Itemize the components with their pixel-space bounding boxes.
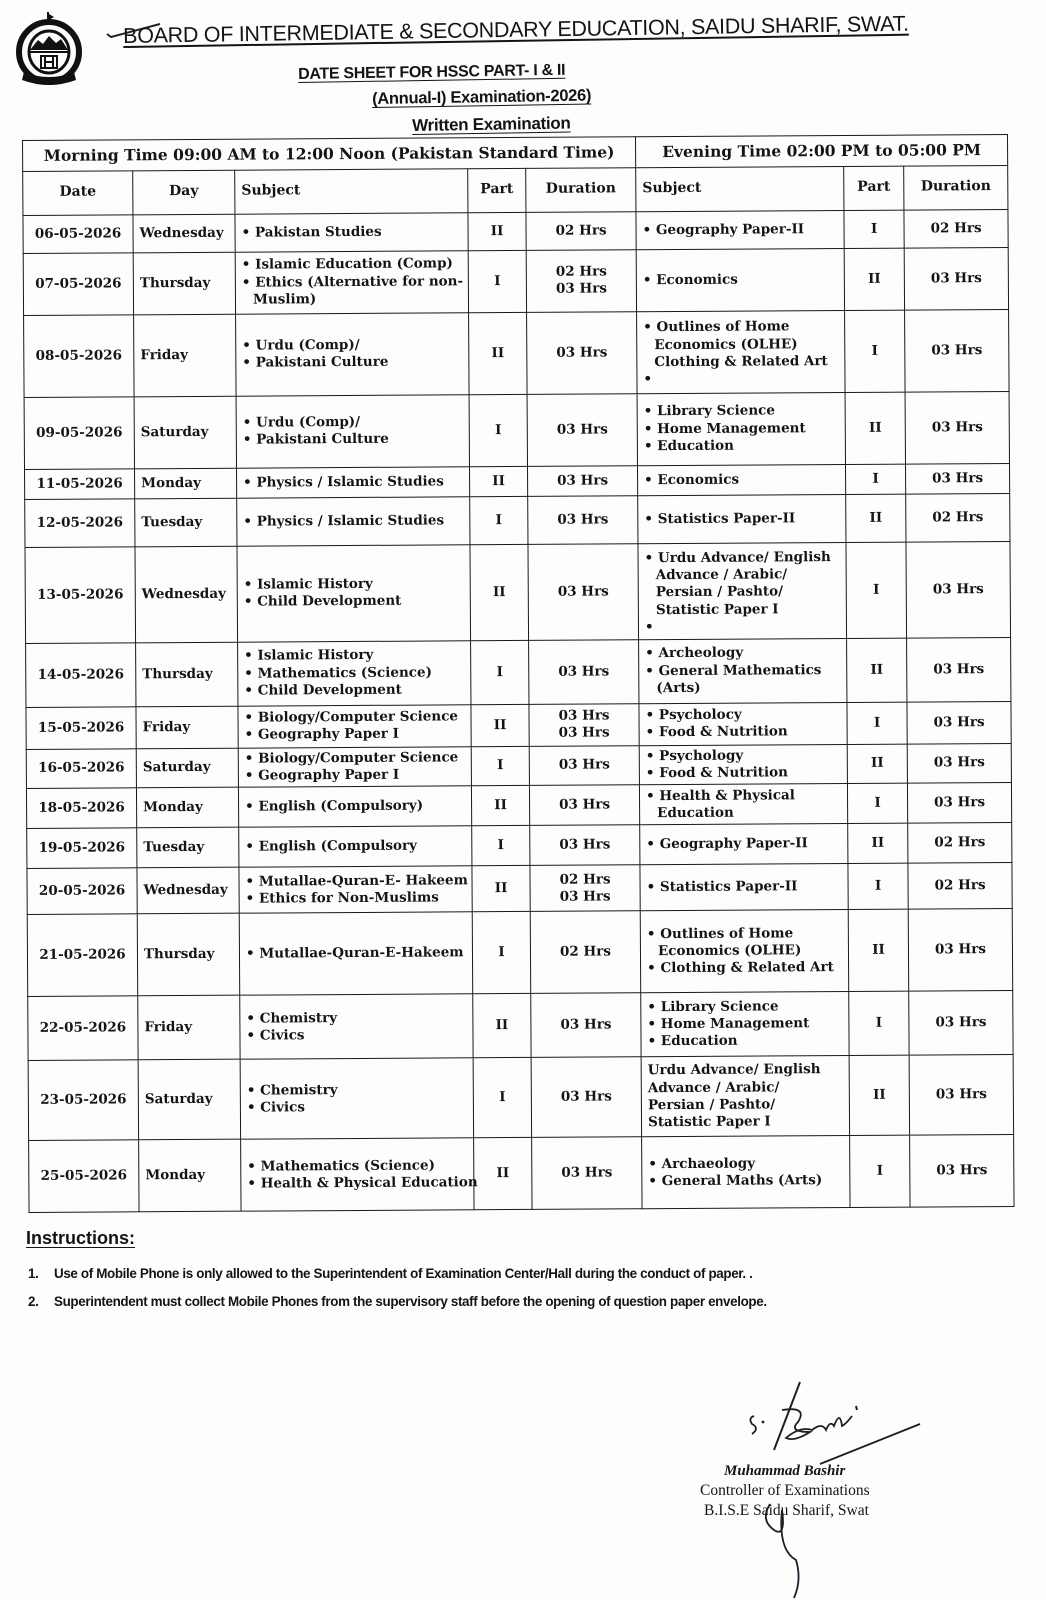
morning-subject-cell (239, 912, 472, 995)
subject-item: • Food & Nutrition (646, 723, 841, 741)
morning-subject-cell (235, 213, 468, 252)
subject-item: Clothing & Related Art (654, 353, 828, 371)
day-cell: Thursday (133, 252, 235, 315)
table-row (26, 783, 1011, 829)
morning-subject-cell (240, 1058, 473, 1139)
subject-item: • Psycholocy (646, 706, 841, 724)
duration-value: 03 Hrs (559, 836, 611, 853)
morning-part-cell: I (472, 826, 530, 866)
evening-duration-cell (907, 783, 1011, 824)
evening-subject-cell (640, 864, 848, 911)
subject-item: • Education (648, 1032, 843, 1050)
morning-part-cell: I (468, 250, 526, 312)
subject-item: • Psychology (646, 747, 841, 765)
day-cell: Monday (136, 788, 238, 829)
morning-duration-cell (531, 1057, 642, 1138)
morning-duration-cell (532, 1137, 642, 1210)
evening-session-heading: Evening Time 02:00 PM to 05:00 PM (636, 134, 1008, 167)
evening-duration-cell (906, 541, 1011, 638)
evening-part-cell: I (850, 1135, 910, 1207)
evening-duration-cell (908, 863, 1012, 910)
morning-subject-cell (240, 994, 473, 1059)
subject-item: • Pakistani Culture (243, 431, 463, 450)
day-cell: Wednesday (133, 214, 235, 253)
subject-item: • Clothing & Related Art (647, 959, 842, 977)
evening-duration-cell (905, 391, 1009, 464)
table-row (27, 909, 1013, 997)
morning-subject-cell (238, 786, 471, 827)
date-cell: 11-05-2026 (25, 469, 135, 500)
duration-value: 03 Hrs (932, 469, 984, 487)
subject-item: (Arts) (656, 679, 701, 697)
evening-subject-cell (637, 310, 845, 393)
subject-item: • Mutallae-Quran-E- Hakeem (245, 872, 465, 891)
morning-part-cell: I (472, 912, 530, 994)
subject-item: Advance / Arabic/ (647, 1078, 780, 1096)
instruction-text: Use of Mobile Phone is only allowed to the Superintendent of Examination Center/Hall during the conduct of paper. . (54, 1266, 753, 1281)
evening-part-cell: I (847, 702, 907, 744)
date-cell: 20-05-2026 (27, 868, 137, 915)
duration-value: 03 Hrs (561, 1164, 613, 1181)
day-cell: Monday (135, 468, 237, 499)
duration-value: 03 Hrs (934, 794, 986, 811)
evening-subject-cell (636, 248, 844, 311)
date-cell: 19-05-2026 (27, 828, 137, 869)
duration-value: 03 Hrs (557, 511, 609, 528)
evening-part-cell: II (847, 638, 907, 702)
duration-value: 03 Hrs (934, 941, 987, 958)
evening-subject-cell (636, 210, 844, 249)
subject-item: • Islamic History (244, 575, 464, 594)
subject-item: • Mathematics (Science) (247, 1157, 467, 1176)
morning-part-cell: II (468, 212, 526, 250)
evening-subject-cell (641, 992, 849, 1057)
morning-subject-cell (239, 866, 472, 913)
duration-value: 03 Hrs (558, 707, 610, 724)
col-day: Day (133, 170, 235, 215)
subject-item: • Archaeology (648, 1155, 843, 1173)
morning-subject-cell (238, 747, 471, 788)
table-row (24, 309, 1010, 397)
subject-item: Economics (OLHE) (657, 942, 802, 960)
date-cell: 16-05-2026 (26, 749, 136, 789)
subject-item: • Library Science (647, 998, 842, 1016)
subject-item: • Islamic Education (Comp) (242, 256, 462, 275)
table-row (23, 209, 1008, 253)
date-cell: 14-05-2026 (26, 643, 136, 708)
duration-value: 03 Hrs (555, 280, 607, 298)
date-sheet-subtitle: DATE SHEET FOR HSSC PART- I & II (298, 61, 566, 83)
evening-part-cell: I (847, 783, 907, 823)
subject-item: • Urdu (Comp)/ (242, 336, 462, 355)
duration-value: 02 Hrs (559, 871, 611, 888)
evening-part-cell: II (848, 909, 908, 991)
day-cell: Friday (136, 706, 238, 749)
subject-item: • Pakistani Culture (242, 354, 462, 373)
subject-item: • Child Development (244, 681, 464, 700)
morning-part-cell: I (470, 496, 528, 544)
table-row (25, 493, 1010, 547)
instruction-item (28, 1266, 753, 1281)
subject-item (645, 618, 840, 633)
subject-item: • Health & Physical (646, 787, 841, 805)
evening-part-cell: II (846, 494, 906, 542)
morning-duration-cell (530, 865, 640, 912)
evening-duration-cell (906, 463, 1010, 494)
evening-part-cell: II (845, 392, 905, 464)
morning-subject-cell (236, 313, 469, 396)
morning-subject-cell (238, 705, 471, 748)
subject-item: • Physics / Islamic Studies (243, 473, 463, 492)
morning-part-cell: II (472, 866, 530, 912)
subject-item: • Economics (644, 471, 839, 489)
day-cell: Saturday (136, 748, 238, 788)
subject-item: • Geography Paper I (245, 766, 465, 785)
duration-value: 03 Hrs (558, 663, 610, 680)
evening-duration-cell (910, 1135, 1014, 1208)
duration-value: 03 Hrs (932, 580, 984, 598)
table-row (27, 863, 1012, 915)
duration-value: 03 Hrs (556, 344, 608, 361)
morning-part-cell: II (470, 466, 528, 496)
subject-item: • Biology/Computer Science (244, 708, 464, 727)
subject-item: Urdu Advance/ English (647, 1061, 821, 1079)
morning-duration-cell (527, 312, 638, 395)
date-cell: 08-05-2026 (24, 315, 134, 398)
date-sheet-table (22, 134, 1015, 1213)
morning-duration-cell (529, 746, 639, 786)
subject-item: • Geography Paper I (245, 726, 465, 745)
duration-value: 03 Hrs (558, 724, 610, 742)
evening-part-cell: I (844, 210, 904, 248)
evening-subject-cell (638, 494, 846, 543)
duration-value: 03 Hrs (560, 1016, 612, 1033)
subject-item: • English (Compulsory (245, 838, 465, 857)
board-title: BOARD OF INTERMEDIATE & SECONDARY EDUCATION, SAIDU SHARIF, SWAT. (123, 11, 909, 48)
evening-duration-cell (907, 743, 1011, 783)
evening-part-cell: I (849, 991, 909, 1055)
evening-part-cell: I (846, 542, 907, 638)
duration-value: 03 Hrs (933, 754, 985, 771)
subject-item (643, 370, 838, 385)
evening-duration-cell (908, 823, 1012, 864)
subject-item: • Pakistan Studies (242, 223, 462, 242)
morning-duration-cell (529, 640, 639, 705)
day-cell: Tuesday (137, 828, 239, 869)
duration-value: 03 Hrs (935, 1014, 987, 1031)
board-emblem-icon (12, 10, 90, 90)
day-cell: Thursday (136, 642, 238, 707)
table-row (26, 701, 1011, 749)
morning-part-cell: II (471, 704, 529, 746)
morning-subject-cell (237, 545, 471, 642)
evening-part-cell: I (848, 863, 908, 909)
evening-duration-cell (908, 909, 1013, 992)
date-cell: 18-05-2026 (26, 788, 136, 829)
subject-item: • Urdu Advance/ English (645, 549, 840, 567)
evening-subject-cell (640, 910, 848, 993)
col-evening-duration: Duration (904, 165, 1008, 210)
subject-item: • Outlines of Home (643, 318, 838, 336)
subject-item: Persian / Pashto/ (655, 583, 784, 601)
column-header-row (23, 165, 1008, 215)
morning-subject-cell (239, 826, 472, 867)
evening-subject-cell (639, 702, 847, 745)
morning-duration-cell (530, 911, 641, 994)
evening-duration-cell (909, 991, 1013, 1056)
subject-item: • Physics / Islamic Studies (243, 512, 463, 531)
evening-part-cell: II (847, 744, 907, 784)
subject-item: • Islamic History (244, 647, 464, 666)
morning-duration-cell (526, 250, 636, 313)
evening-subject-cell (639, 784, 847, 825)
evening-duration-cell (906, 493, 1010, 542)
col-date: Date (23, 171, 133, 216)
subject-item: Economics (OLHE) (654, 335, 798, 353)
evening-duration-cell (907, 637, 1011, 702)
morning-part-cell: I (471, 640, 529, 704)
date-cell: 22-05-2026 (28, 996, 138, 1061)
morning-duration-cell (527, 394, 637, 467)
duration-value: 02 Hrs (555, 222, 607, 239)
subject-item: • Chemistry (246, 1009, 466, 1028)
exam-type: Written Examination (412, 113, 571, 135)
morning-duration-cell (528, 544, 639, 641)
evening-duration-cell (904, 247, 1008, 310)
morning-subject-cell (235, 251, 468, 314)
duration-value: 03 Hrs (560, 1088, 612, 1105)
evening-subject-cell (642, 1136, 850, 1209)
instruction-number: 1. (28, 1266, 39, 1281)
subject-item: • Geography Paper-II (646, 835, 841, 853)
subject-item: • English (Compulsory) (245, 798, 465, 817)
subject-item: • Economics (643, 271, 838, 289)
morning-subject-cell (238, 641, 471, 706)
duration-value: 03 Hrs (558, 756, 610, 774)
duration-value: 02 Hrs (559, 943, 612, 960)
subject-item: • General Mathematics (645, 662, 840, 680)
evening-subject-cell (637, 392, 845, 465)
morning-duration-cell (528, 466, 638, 497)
date-cell: 09-05-2026 (24, 397, 134, 470)
subject-item: Advance / Arabic/ (655, 566, 788, 584)
subject-item: • Library Science (644, 402, 839, 420)
duration-value: 03 Hrs (931, 418, 983, 436)
evening-subject-cell (640, 824, 848, 865)
morning-duration-cell (528, 496, 638, 545)
subject-item: • Statistics Paper-II (644, 510, 839, 528)
evening-subject-cell (638, 464, 846, 495)
day-cell: Thursday (137, 914, 239, 997)
duration-value: 03 Hrs (559, 888, 611, 905)
morning-subject-cell (236, 395, 469, 468)
date-cell: 23-05-2026 (28, 1060, 138, 1141)
morning-part-cell: II (470, 544, 529, 640)
date-cell: 06-05-2026 (23, 215, 133, 254)
day-cell: Friday (134, 314, 236, 397)
subject-item: • Geography Paper-II (643, 221, 838, 239)
morning-session-heading: Morning Time 09:00 AM to 12:00 Noon (Pakistan Standard Time) (23, 137, 636, 172)
subject-item: • Health & Physical Education (247, 1174, 467, 1193)
morning-part-cell: I (473, 1058, 531, 1138)
day-cell: Friday (138, 996, 240, 1061)
day-cell: Wednesday (137, 868, 239, 915)
evening-part-cell: I (845, 310, 905, 392)
instruction-number: 2. (28, 1294, 39, 1309)
morning-duration-cell (530, 825, 640, 866)
date-cell: 12-05-2026 (25, 499, 135, 548)
duration-value: 02 Hrs (934, 877, 986, 894)
table-row (26, 637, 1011, 707)
duration-value: 03 Hrs (931, 341, 983, 359)
duration-value: 02 Hrs (930, 219, 982, 237)
subject-item: • Mathematics (Science) (244, 664, 464, 683)
duration-value: 03 Hrs (557, 472, 609, 489)
morning-part-cell: II (469, 312, 527, 394)
morning-subject-cell (237, 467, 470, 498)
table-row (28, 1055, 1014, 1141)
subject-item: Statistic Paper I (655, 600, 779, 618)
duration-value: 03 Hrs (556, 421, 608, 438)
evening-duration-cell (907, 701, 1011, 744)
morning-part-cell: II (473, 994, 531, 1058)
subject-item: Education (657, 804, 734, 821)
morning-duration-cell (526, 212, 636, 251)
subject-item: • General Maths (Arts) (648, 1172, 843, 1190)
table-row (26, 743, 1011, 789)
evening-subject-cell (639, 638, 847, 703)
evening-duration-cell (904, 209, 1008, 248)
table-row (28, 991, 1013, 1061)
evening-part-cell: I (846, 464, 906, 494)
duration-value: 02 Hrs (555, 263, 607, 280)
subject-item: • Civics (246, 1026, 466, 1045)
day-cell: Saturday (138, 1060, 240, 1141)
subject-item: • Biology/Computer Science (245, 749, 465, 768)
instruction-text: Superintendent must collect Mobile Phones from the supervisory staff before the opening of question paper envelope. (54, 1294, 767, 1309)
subject-item: • Ethics for Non-Muslims (246, 889, 466, 908)
evening-duration-cell (905, 309, 1010, 392)
table-row (25, 541, 1011, 643)
subject-item: • Chemistry (247, 1081, 467, 1100)
day-cell: Wednesday (135, 546, 238, 643)
subject-item: Muslim) (252, 291, 317, 308)
duration-value: 02 Hrs (932, 508, 984, 526)
signatory-name: Muhammad Bashir (724, 1463, 846, 1479)
instruction-item (28, 1294, 767, 1309)
duration-value: 03 Hrs (936, 1162, 988, 1179)
col-subject: Subject (235, 169, 468, 214)
subject-item: • Education (644, 437, 839, 455)
duration-value: 03 Hrs (935, 1086, 987, 1103)
subject-item: • Outlines of Home (647, 925, 842, 943)
subject-item: • Statistics Paper-II (647, 878, 842, 896)
col-part: Part (468, 168, 526, 212)
morning-subject-cell (241, 1138, 478, 1211)
morning-part-cell: II (474, 1138, 532, 1210)
col-evening-subject: Subject (636, 166, 844, 211)
subject-item: • Archeology (645, 644, 840, 662)
duration-value: 02 Hrs (934, 834, 986, 851)
subject-item: • Food & Nutrition (646, 764, 841, 782)
evening-duration-cell (909, 1055, 1014, 1136)
duration-value: 03 Hrs (559, 796, 611, 813)
col-evening-part: Part (844, 166, 904, 210)
morning-part-cell: I (469, 394, 527, 466)
duration-value: 03 Hrs (933, 660, 985, 678)
subject-item: • Home Management (647, 1015, 842, 1033)
subject-item: • Civics (247, 1098, 467, 1117)
morning-part-cell: I (471, 746, 529, 786)
subject-item: • Mutallae-Quran-E-Hakeem (246, 945, 466, 964)
table-row (23, 247, 1008, 315)
date-cell: 21-05-2026 (27, 914, 137, 997)
day-cell: Monday (139, 1140, 241, 1213)
subject-item: • Urdu (Comp)/ (243, 413, 463, 432)
evening-subject-cell (639, 744, 847, 785)
col-duration: Duration (526, 168, 636, 213)
table-row (24, 391, 1009, 469)
duration-value: 03 Hrs (930, 269, 982, 287)
instructions-heading: Instructions: (26, 1228, 136, 1248)
subject-item: • Home Management (644, 420, 839, 438)
evening-subject-cell (641, 1056, 849, 1137)
evening-subject-cell (638, 542, 847, 639)
day-cell: Saturday (134, 396, 236, 469)
duration-value: 03 Hrs (933, 713, 985, 731)
date-cell: 07-05-2026 (23, 253, 133, 316)
morning-duration-cell (529, 785, 639, 826)
exam-name: (Annual-I) Examination-2026) (372, 86, 592, 108)
subject-item: • Child Development (244, 593, 464, 612)
duration-value: 03 Hrs (557, 583, 609, 600)
subject-item: Persian / Pashto/ (647, 1096, 776, 1114)
morning-duration-cell (529, 704, 639, 747)
morning-part-cell: II (471, 786, 529, 826)
evening-part-cell: II (849, 1055, 909, 1135)
date-cell: 25-05-2026 (29, 1140, 139, 1213)
table-row (29, 1135, 1014, 1213)
signatory-role: Controller of Examinations (700, 1482, 870, 1499)
evening-part-cell: II (844, 248, 904, 310)
table-row (27, 823, 1012, 869)
morning-subject-cell (237, 497, 470, 546)
date-sheet-table-wrapper (22, 134, 1014, 1213)
subject-item: Statistic Paper I (647, 1113, 771, 1131)
date-cell: 13-05-2026 (25, 547, 136, 644)
date-cell: 15-05-2026 (26, 707, 136, 750)
evening-part-cell: II (848, 823, 908, 863)
subject-item: • Ethics (Alternative for non- (242, 273, 462, 292)
signatory-organization: B.I.S.E Saidu Sharif, Swat (704, 1502, 869, 1519)
morning-duration-cell (531, 993, 641, 1058)
day-cell: Tuesday (135, 498, 237, 547)
